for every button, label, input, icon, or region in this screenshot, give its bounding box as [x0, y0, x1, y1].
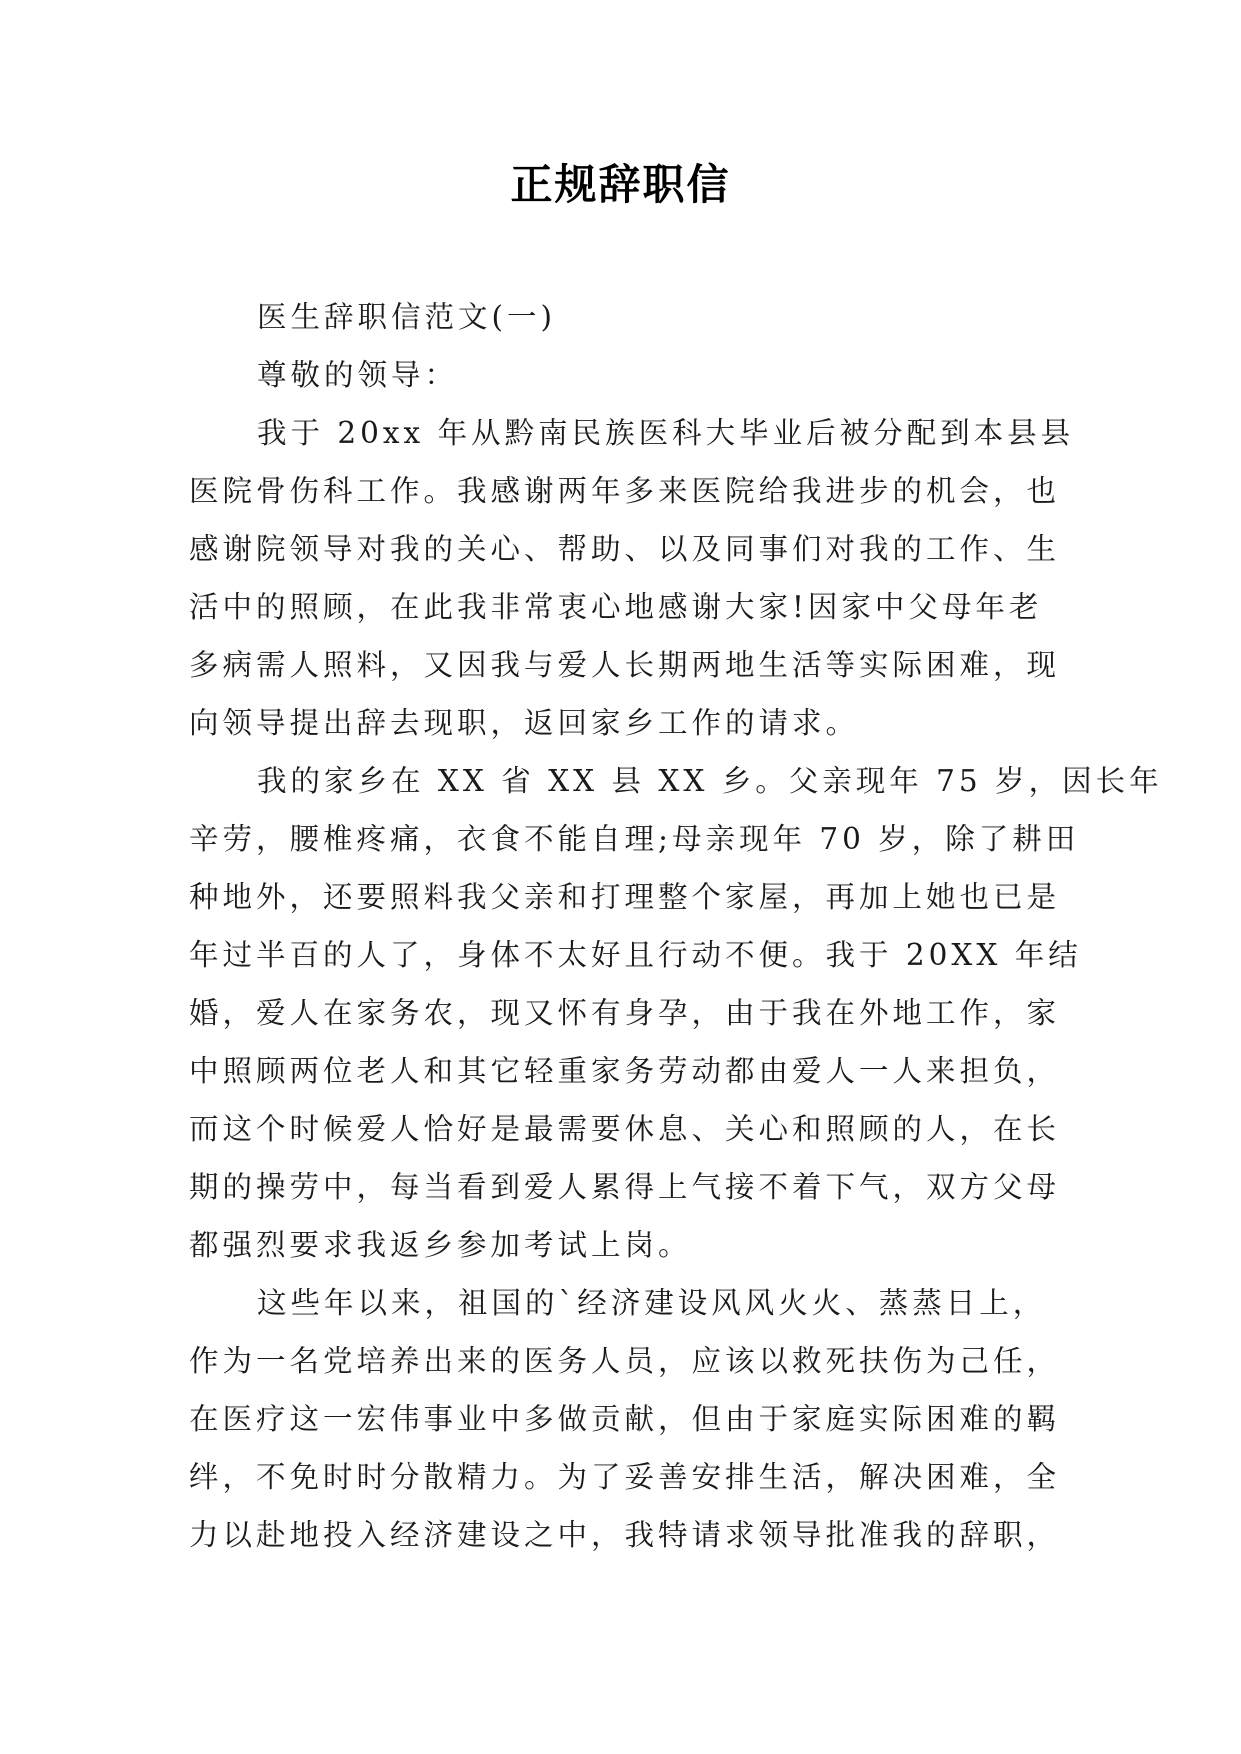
text-line: 我的家乡在 XX 省 XX 县 XX 乡。父亲现年 75 岁，因长年 — [257, 764, 1163, 798]
text-line: 期的操劳中，每当看到爱人累得上气接不着下气，双方父母 — [189, 1170, 1061, 1204]
text-line: 我于 20xx 年从黔南民族医科大毕业后被分配到本县县 — [257, 416, 1075, 450]
text-line: 感谢院领导对我的关心、帮助、以及同事们对我的工作、生 — [189, 532, 1061, 566]
text-line: 婚，爱人在家务农，现又怀有身孕，由于我在外地工作，家 — [189, 996, 1061, 1030]
text-line: 多病需人照料，又因我与爱人长期两地生活等实际困难，现 — [189, 648, 1061, 682]
text-line: 医生辞职信范文(一) — [257, 300, 557, 334]
text-line: 力以赴地投入经济建设之中，我特请求领导批准我的辞职， — [189, 1518, 1061, 1552]
text-line: 活中的照顾，在此我非常衷心地感谢大家!因家中父母年老 — [189, 590, 1043, 624]
text-line: 作为一名党培养出来的医务人员，应该以救死扶伤为己任， — [189, 1344, 1061, 1378]
text-line: 年过半百的人了，身体不太好且行动不便。我于 20XX 年结 — [189, 938, 1082, 972]
text-line: 在医疗这一宏伟事业中多做贡献，但由于家庭实际困难的羁 — [189, 1402, 1061, 1436]
text-line: 这些年以来，祖国的`经济建设风风火火、蒸蒸日上， — [257, 1286, 1047, 1320]
text-line: 种地外，还要照料我父亲和打理整个家屋，再加上她也已是 — [189, 880, 1061, 914]
text-line: 而这个时候爱人恰好是最需要休息、关心和照顾的人，在长 — [189, 1112, 1061, 1146]
text-line: 向领导提出辞去现职，返回家乡工作的请求。 — [189, 706, 860, 740]
text-line: 尊敬的领导： — [257, 358, 459, 392]
text-line: 中照顾两位老人和其它轻重家务劳动都由爱人一人来担负， — [189, 1054, 1061, 1088]
text-line: 医院骨伤科工作。我感谢两年多来医院给我进步的机会，也 — [189, 474, 1061, 508]
document-body — [189, 288, 1163, 1564]
document-title: 正规辞职信 — [510, 160, 731, 209]
text-line: 绊，不免时时分散精力。为了妥善安排生活，解决困难，全 — [189, 1460, 1061, 1494]
text-line: 辛劳，腰椎疼痛，衣食不能自理;母亲现年 70 岁，除了耕田 — [189, 822, 1080, 856]
text-line: 都强烈要求我返乡参加考试上岗。 — [189, 1228, 692, 1262]
